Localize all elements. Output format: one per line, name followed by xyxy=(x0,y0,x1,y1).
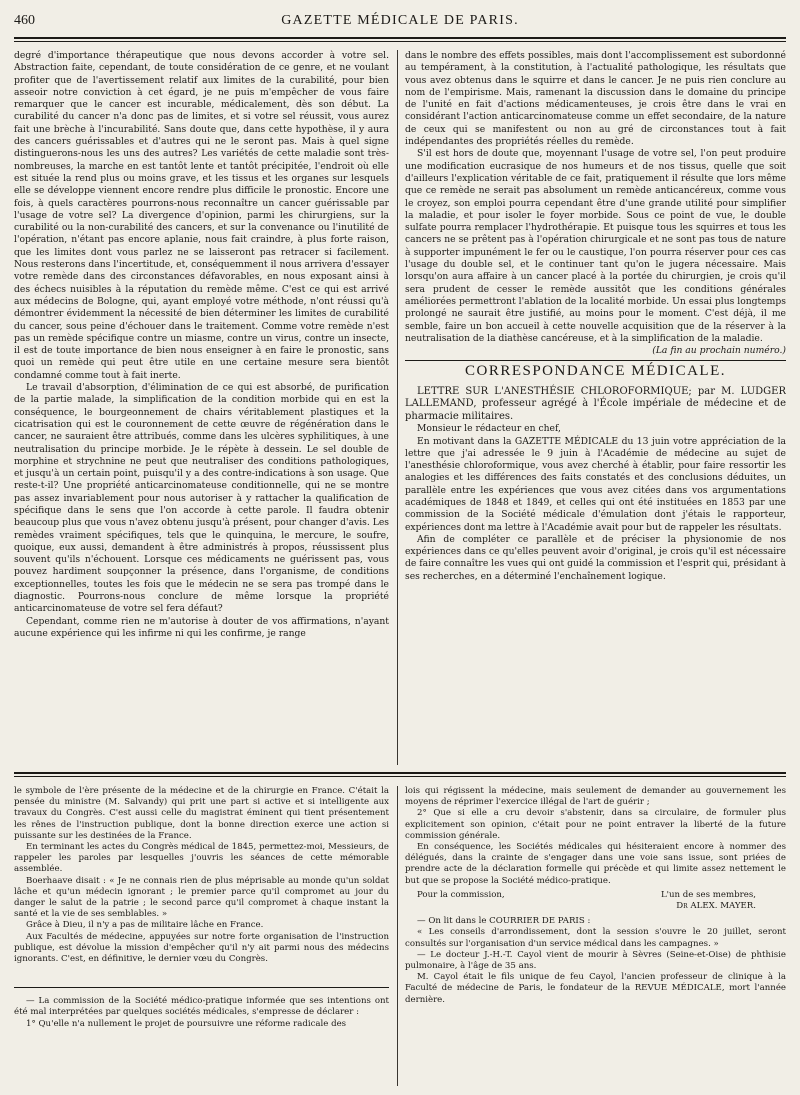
journal-title: GAZETTE MÉDICALE DE PARIS. xyxy=(281,13,519,28)
signature-name: Dr ALEX. MAYER. xyxy=(676,901,756,912)
paragraph: Le travail d'absorption, d'élimination de ce qui est absorbé, de purification de la partie malade, la simplification de la condition morbide qui en est la conséquence, le bourgeonnement de chairs véritablement plastiques et la cicatrisation qui est le couronnement de cette œuvre de régénération dans le cancer, ne sauraient être attribués, comme dans les ulcères syphilitiques, à une neutralisation du principe morbide. Je le répète à dessein. Le sel double de morphine et strychnine ne peut que neutraliser des conditions pathologiques, et jusqu'à un certain point, puisqu'il y a des contre-indications à son usage. Que reste-t-il? Une propriété anticarcinomateuse conditionnelle, qui ne se montre pas assez invariablement pour nous autoriser à y rattacher la qualification de spécifique dans le sens que l'on accorde à cette parole. Il faudra obtenir beaucoup plus que vous n'avez obtenu jusqu'à présent, pour changer d'avis. Les remèdes vraiment spécifiques, tels que le quinquina, le mercure, le soufre, quoique, eux aussi, demandent à être administrés à propos, réussissent plus souvent qu'ils n'échouent. Lorsque ces médicaments ne guérissent pas, vous pouvez hardiment soupçonner la présence, dans l'organisme, de conditions exceptionnelles, toutes les fois que le médecin ne se sera pas trompé dans le diagnostic. Pourrons-nous conclure de même lorsque la propriété anticarcinomateuse de votre sel fera défaut? xyxy=(14,382,389,615)
column-divider xyxy=(397,786,398,1086)
news-quote: « Les conseils d'arrondissement, dont la session s'ouvre le 20 juillet, seront consultés sur l'organisation d'un service médical dans les campagnes. » xyxy=(405,927,786,949)
signature-left: Pour la commission, xyxy=(417,889,505,900)
paragraph: En motivant dans la GAZETTE MÉDICALE du 13 juin votre appréciation de la lettre que j'ai adressée le 9 juin à l'Académie de médecine au sujet de l'anesthésie chloroformique, vous avez cherché à établir, pour faire ressortir les analogies et les différences des faits constatés et des conclusions déduites, un parallèle entre les expériences que vous avez citées dans vos argumentations académiques de 1848 et 1849, et celles qui ont été instituées en 1853 par une commission de la Société médicale d'émulation dont j'étais le rapporteur, expériences dont ma lettre à l'Académie avait pour but de rappeler les résultats. xyxy=(405,435,786,533)
upper-right-column xyxy=(405,50,786,765)
paragraph: Afin de compléter ce parallèle et de préciser la physionomie de nos expériences dans ce qu'elles peuvent avoir d'original, je crois qu'il est nécessaire de faire connaître les vues qui ont guidé la commission et l'esprit qui, présidant à ses recherches, en a déterminé l'enchaînement logique. xyxy=(405,533,786,582)
mid-page-rule-thin xyxy=(14,776,786,777)
paragraph: En terminant les actes du Congrès médical de 1845, permettez-moi, Messieurs, de rappeler les paroles par lesquelles j'ouvris les séances de cette mémorable assemblée. xyxy=(14,842,389,875)
header-rule xyxy=(14,37,786,39)
paragraph: Cependant, comme rien ne m'autorise à douter de vos affirmations, n'ayant aucune expérience qui les infirme ni qui les confirme, je range xyxy=(14,615,389,639)
paragraph: S'il est hors de doute que, moyennant l'usage de votre sel, l'on peut produire une modification eucrasique de nos humeurs et de nos tissus, quelle que soit d'ailleurs l'explication véritable de ce fait, pratiquement il résulte que lors même que ce remède ne serait pas absolument un remède anticancéreux, comme vous le croyez, son emploi pourra cependant être d'une grande utilité pour simplifier la maladie, et pour isoler le foyer morbide. Sous ce point de vue, le double sulfate pourra remplacer l'hydrothérapie. Et puisque tous les squirres et tous les cancers ne se prêtent pas à l'opération chirurgicale et ne sont pas tous de nature à supporter impunément le fer ou le caustique, l'on pourra réserver pour ces cas l'usage du double sel, et le continuer tant qu'on le jugera nécessaire. Mais lorsqu'on aura affaire à un cancer placé à la portée du chirurgien, je crois qu'il sera prudent de cesser le remède aussitôt que les conditions générales améliorées permettront l'ablation de la localité morbide. Un essai plus longtemps prolongé ne saurait être justifié, au moins pour le moment. C'est déjà, il me semble, faire un bon accueil à cette nouvelle acquisition que de la réserver à la neutralisation de la diathèse cancéreuse, et à la simplification de la maladie. xyxy=(405,148,786,344)
mid-page-rule xyxy=(14,772,786,774)
news-intro: — On lit dans le COURRIER DE PARIS : xyxy=(417,916,591,927)
section-title: CORRESPONDANCE MÉDICALE. xyxy=(464,363,726,380)
item-separator xyxy=(14,987,389,988)
lower-left-column xyxy=(14,786,389,1086)
signature-right: L'un de ses membres, xyxy=(660,889,756,900)
paragraph: Aux Facultés de médecine, appuyées sur notre forte organisation de l'instruction publique, est dévolue la mission d'empêcher qu'il n'y ait parmi nous des médecins ignorants. C'est, en définitive, le dernier vœu du Congrès. xyxy=(14,931,389,965)
continuation-note: (La fin au prochain numéro.) xyxy=(652,345,786,357)
section-separator xyxy=(405,360,786,361)
obituary: M. Cayol était le fils unique de feu Cayol, l'ancien professeur de clinique à la Faculté de médecine de Paris, le fondateur de la REVUE MÉDICALE, mort l'année dernière. xyxy=(405,972,786,1005)
letter-heading: LETTRE SUR L'ANESTHÉSIE CHLOROFORMIQUE; par M. LUDGER LALLEMAND, professeur agrégé à l'École impériale de médecine et de pharmacie militaires. xyxy=(405,385,786,422)
salutation: Monsieur le rédacteur en chef, xyxy=(417,423,561,435)
paragraph: le symbole de l'ère présente de la médecine et de la chirurgie en France. C'était la pensée du ministre (M. Salvandy) qui prit une part si active et si intelligente aux travaux du Congrès. C'est aussi celle du magistrat éminent qui tient présentement les rênes de l'instruction publique, dont la bonne direction exerce une action si puissante sur les destinées de la France. xyxy=(14,786,389,841)
paragraph: Boerhaave disait : « Je ne connais rien de plus méprisable au monde qu'un soldat lâche et qu'un médecin ignorant ; le premier parce qu'il compromet au jour du danger le salut de la patrie ; le second parce qu'il compromet à chaque instant la santé et la vie de ses semblables. » xyxy=(14,875,389,920)
paragraph: lois qui régissent la médecine, mais seulement de demander au gouvernement les moyens de réprimer l'exercice illégal de l'art de guérir ; xyxy=(405,786,786,808)
paragraph: degré d'importance thérapeutique que nous devons accorder à votre sel. Abstraction faite, cependant, de toute considération de ce genre, et ne voulant profiter que de l'avertissement relatif aux limites de la curabilité, pour bien asseoir notre conviction à cet égard, je ne puis m'empêcher de vous faire remarquer que le cancer est incurable, médicalement, dès son début. La curabilité du cancer n'a donc pas de limites, et si votre sel réussit, vous aurez fait une brèche à l'incurabilité. Sans doute que, dans cette hypothèse, il y aura des cancers guérissables et d'autres qui ne le seront pas. Mais à quel signe distinguerons-nous les uns des autres? Les variétés de cette maladie sont très-nombreuses, la marche en est tantôt lente et tantôt précipitée, l'endroit où elle est située la rend plus ou moins grave, et les tissus et les organes sur lesquels elle se développe viennent encore rendre plus difficile le pronostic. Encore une fois, à quels caractères pourrons-nous reconnaître un cancer guérissable par l'usage de votre sel? La divergence d'opinion, parmi les chirurgiens, sur la curabilité ou la non-curabilité des cancers, et sur la convenance ou l'inutilité de l'opération, n'étant pas encore aplanie, nous fait craindre, à plus forte raison, que les limites dont vous parlez ne se laisseront pas retracer si facilement. Nous resterons dans l'incertitude, et, conséquemment il nous arrivera d'essayer votre remède dans des circonstances défavorables, en nous exposant ainsi à des échecs nuisibles à la réputation du remède même. C'est ce qui est arrivé aux médecins de Bologne, qui, ayant employé votre méthode, n'ont réussi qu'à démontrer évidemment la nécessité de bien déterminer les limites de curabilité du cancer, sous peine d'échouer dans le traitement. Comme votre remède n'est pas un remède spécifique contre un miasme, contre un virus, contre un insecte, il est de toute importance de bien nous enseigner à en faire le pronostic, sans quoi un remède qui peut être utile en une certaine mesure sera bientôt condamné comme tout à fait inerte. xyxy=(14,50,389,381)
column-divider xyxy=(397,50,398,765)
paragraph: En conséquence, les Sociétés médicales qui hésiteraient encore à nommer des délégués, dans la crainte de s'engager dans une voie sans issue, sont priées de prendre acte de la déclaration formelle qui précède et qui limite assez nettement le but que se propose la Société médico-pratique. xyxy=(405,842,786,886)
paragraph: 1° Qu'elle n'a nullement le projet de poursuivre une réforme radicale des xyxy=(26,1018,347,1029)
page-header xyxy=(14,13,786,33)
paragraph: Grâce à Dieu, il n'y a pas de militaire lâche en France. xyxy=(26,920,264,931)
paragraph: — La commission de la Société médico-pratique informée que ses intentions ont été mal interprétées par quelques sociétés médicales, s'empresse de déclarer : xyxy=(14,996,389,1018)
paragraph: dans le nombre des effets possibles, mais dont l'accomplissement est subordonné au tempérament, à la constitution, à l'actualité pathologique, les résultats que vous avez obtenus dans le squirre et dans le cancer. Je ne puis rien conclure au nom de l'empirisme. Mais, ramenant la discussion dans le domaine du principe de l'unité en fait d'actions médicamenteuses, je crois être dans le vrai en considérant l'action anticarcinomateuse comme un effet secondaire, de la nature de ceux qui se manifestent ou non au gré de circonstances tout à fait indépendantes des propriétés réelles du remède. xyxy=(405,50,786,148)
signature-row xyxy=(405,887,786,901)
obituary: — Le docteur J.-H.-T. Cayol vient de mourir à Sèvres (Seine-et-Oise) de phthisie pulmonaire, à l'âge de 35 ans. xyxy=(405,949,786,972)
header-rule-thin xyxy=(14,41,786,42)
upper-left-column xyxy=(14,50,389,765)
page-number: 460 xyxy=(14,13,35,28)
lower-right-column xyxy=(405,786,786,1086)
paragraph: 2° Que si elle a cru devoir s'abstenir, dans sa circulaire, de formuler plus explicitement son opinion, c'était pour ne point entraver la liberté de la future commission générale. xyxy=(405,808,786,841)
